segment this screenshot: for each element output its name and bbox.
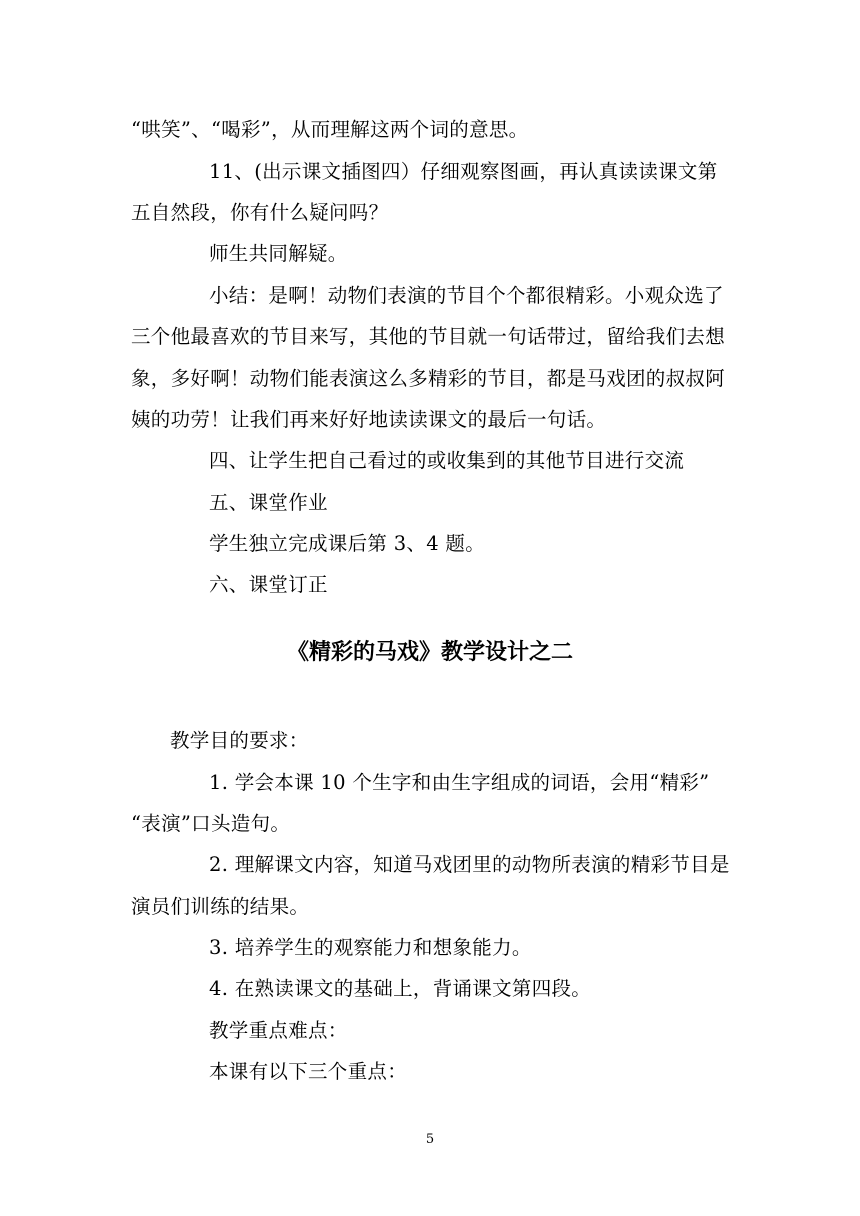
- document-title: 《精彩的马戏》教学设计之二: [286, 640, 573, 665]
- paragraph-line: 姨的功劳！让我们再来好好地读读课文的最后一句话。: [131, 408, 607, 431]
- paragraph-line: 六、课堂订正: [209, 573, 328, 596]
- paragraph-line: 教学重点难点：: [209, 1019, 348, 1042]
- paragraph-line: 象，多好啊！动物们能表演这么多精彩的节目，都是马戏团的叔叔阿: [131, 367, 726, 390]
- paragraph-line: “表演”口头造句。: [131, 812, 291, 835]
- paragraph-line: 三个他最喜欢的节目来写，其他的节目就一句话带过，留给我们去想: [131, 325, 726, 348]
- paragraph-line: 小结：是啊！动物们表演的节目个个都很精彩。小观众选了: [209, 284, 724, 307]
- paragraph-line: 本课有以下三个重点：: [209, 1060, 408, 1083]
- paragraph-line: 五自然段，你有什么疑问吗？: [131, 201, 389, 224]
- paragraph-line: 四、让学生把自己看过的或收集到的其他节目进行交流: [209, 449, 685, 472]
- paragraph-line: 教学目的要求：: [170, 729, 309, 752]
- page-number: 5: [425, 1132, 435, 1147]
- paragraph-line: 师生共同解疑。: [209, 242, 348, 265]
- paragraph-line: “哄笑”、“喝彩”，从而理解这两个词的意思。: [131, 118, 529, 141]
- paragraph-line: 1. 学会本课 10 个生字和由生字组成的词语，会用“精彩”: [209, 771, 710, 794]
- paragraph-line: 4. 在熟读课文的基础上，背诵课文第四段。: [209, 977, 592, 1000]
- paragraph-line: 11、(出示课文插图四）仔细观察图画，再认真读读课文第: [209, 160, 718, 183]
- paragraph-line: 演员们训练的结果。: [131, 895, 310, 918]
- paragraph-line: 3. 培养学生的观察能力和想象能力。: [209, 936, 532, 959]
- paragraph-line: 学生独立完成课后第 3、4 题。: [209, 532, 486, 555]
- paragraph-line: 2. 理解课文内容，知道马戏团里的动物所表演的精彩节目是: [209, 853, 730, 876]
- paragraph-line: 五、课堂作业: [209, 491, 328, 514]
